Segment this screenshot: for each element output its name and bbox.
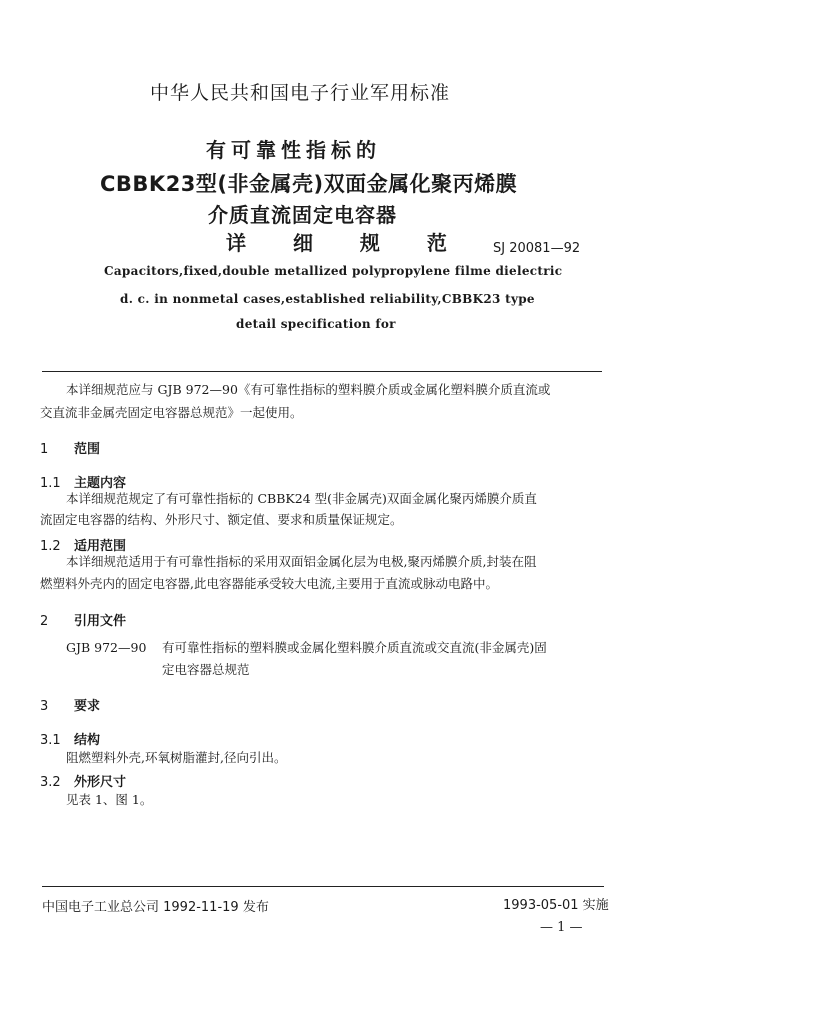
standard-code: SJ 20081—92: [493, 241, 581, 256]
section-title: 外形尺寸: [74, 775, 127, 790]
section-number: 2: [40, 614, 49, 629]
section-1-2-line-1: 本详细规范适用于有可靠性指标的采用双面铝金属化层为电极,聚丙烯膜介质,封装在阻: [66, 554, 537, 569]
section-1-heading: [40, 438, 100, 457]
intro-line-1: 本详细规范应与 GJB 972—90《有可靠性指标的塑料膜介质或金属化塑料膜介质直流或: [66, 382, 551, 397]
section-number: 3: [40, 699, 49, 714]
document-title-line-4: 详 细 规 范: [226, 231, 467, 255]
section-3-2-text: 见表 1、图 1。: [66, 792, 153, 807]
section-number: 1.2: [40, 539, 61, 554]
page-number: — 1 —: [540, 920, 583, 935]
section-title: 适用范围: [74, 539, 127, 554]
section-1-1-line-1: 本详细规范规定了有可靠性指标的 CBBK24 型(非金属壳)双面金属化聚丙烯膜介质直: [66, 491, 537, 506]
section-number: 3.2: [40, 775, 61, 790]
footer-divider: [42, 886, 604, 887]
section-title: 结构: [74, 733, 101, 748]
intro-line-2: 交直流非金属壳固定电容器总规范》一起使用。: [40, 405, 303, 420]
document-title-line-2: CBBK23型(非金属壳)双面金属化聚丙烯膜: [100, 172, 518, 196]
english-title-line-2: d. c. in nonmetal cases,established reliability,CBBK23 type: [120, 292, 535, 306]
section-title: 范围: [74, 442, 101, 457]
section-1-1-heading: [40, 472, 126, 491]
section-title: 主题内容: [74, 476, 127, 491]
section-3-1-heading: [40, 729, 100, 748]
document-title-line-1: 有可靠性指标的: [206, 138, 381, 162]
document-title-line-3: 介质直流固定电容器: [208, 203, 397, 227]
section-1-2-line-2: 燃塑料外壳内的固定电容器,此电容器能承受较大电流,主要用于直流或脉动电路中。: [40, 576, 498, 591]
english-title-line-1: Capacitors,fixed,double metallized polypropylene filme dielectric: [104, 264, 563, 278]
section-3-1-text: 阻燃塑料外壳,环氧树脂灌封,径向引出。: [66, 750, 287, 765]
header-divider: [42, 371, 602, 372]
section-1-2-heading: [40, 535, 126, 554]
section-number: 1.1: [40, 476, 61, 491]
issuer-and-date: 中国电子工业总公司 1992-11-19 发布: [42, 900, 269, 915]
section-number: 1: [40, 442, 49, 457]
reference-title-line-2: 定电容器总规范: [162, 662, 250, 677]
effective-date: 1993-05-01 实施: [503, 898, 609, 913]
reference-code: GJB 972—90: [66, 640, 147, 655]
section-3-heading: [40, 695, 100, 714]
section-title: 要求: [74, 699, 101, 714]
standard-category-title: 中华人民共和国电子行业军用标准: [150, 82, 451, 104]
section-1-1-line-2: 流固定电容器的结构、外形尺寸、额定值、要求和质量保证规定。: [40, 512, 403, 527]
reference-title-line-1: 有可靠性指标的塑料膜或金属化塑料膜介质直流或交直流(非金属壳)固: [162, 640, 547, 655]
section-3-2-heading: [40, 771, 126, 790]
section-2-heading: [40, 610, 126, 629]
section-title: 引用文件: [74, 614, 127, 629]
english-title-line-3: detail specification for: [236, 317, 396, 331]
section-number: 3.1: [40, 733, 61, 748]
